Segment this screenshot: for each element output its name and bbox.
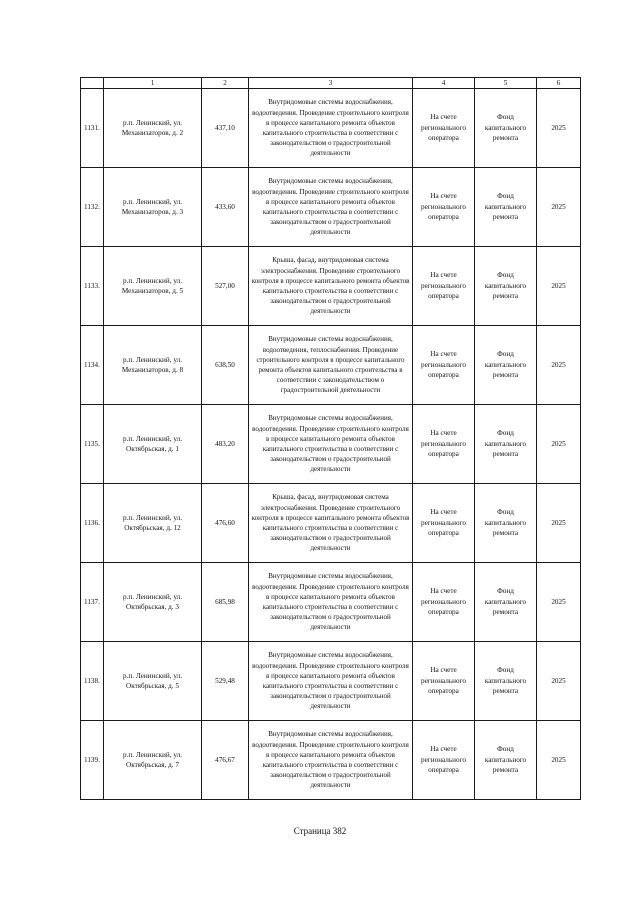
- table-row: [81, 326, 581, 405]
- account-method-cell: На счете регионального оператора: [413, 405, 475, 484]
- account-method-cell: На счете регионального оператора: [413, 484, 475, 563]
- header-cell: 6: [537, 78, 581, 89]
- area-cell: 476,60: [202, 484, 249, 563]
- header-cell-blank: [81, 78, 104, 89]
- funding-source-cell: Фонд капитального ремонта: [475, 563, 537, 642]
- table-row: [81, 247, 581, 326]
- column-number-header-row: [81, 78, 581, 89]
- work-description-cell: Крыша, фасад, внутридомовая система электроснабжения. Проведение строительного контроля в процессе капитального ремонта объектов капитального строительства в соответствии с законодательством о градостроительной деятельности: [249, 247, 413, 326]
- funding-source-cell: Фонд капитального ремонта: [475, 484, 537, 563]
- year-cell: 2025: [537, 168, 581, 247]
- account-method-cell: На счете регионального оператора: [413, 563, 475, 642]
- work-description-cell: Крыша, фасад, внутридомовая система электроснабжения. Проведение строительного контроля в процессе капитального ремонта объектов капитального строительства в соответствии с законодательством о градостроительной деятельности: [249, 484, 413, 563]
- table-row: [81, 89, 581, 168]
- page-number-footer: Страница 382: [293, 826, 347, 836]
- year-cell: 2025: [537, 405, 581, 484]
- year-cell: 2025: [537, 721, 581, 800]
- table-row: [81, 484, 581, 563]
- header-cell: 4: [413, 78, 475, 89]
- row-number-cell: 1138.: [81, 642, 104, 721]
- year-cell: 2025: [537, 89, 581, 168]
- table-row: [81, 721, 581, 800]
- account-method-cell: На счете регионального оператора: [413, 642, 475, 721]
- row-number-cell: 1133.: [81, 247, 104, 326]
- funding-source-cell: Фонд капитального ремонта: [475, 326, 537, 405]
- address-cell: р.п. Ленинский, ул. Октябрьская, д. 5: [104, 642, 202, 721]
- header-cell: 1: [104, 78, 202, 89]
- year-cell: 2025: [537, 642, 581, 721]
- row-number-cell: 1137.: [81, 563, 104, 642]
- table-row: [81, 563, 581, 642]
- table-row: [81, 405, 581, 484]
- funding-source-cell: Фонд капитального ремонта: [475, 405, 537, 484]
- address-cell: р.п. Ленинский, ул. Механизаторов, д. 3: [104, 168, 202, 247]
- account-method-cell: На счете регионального оператора: [413, 89, 475, 168]
- year-cell: 2025: [537, 247, 581, 326]
- work-description-cell: Внутридомовые системы водоснабжения, водоотведения. Проведение строительного контроля в процессе капитального ремонта объектов капитального строительства в соответствии с законодательством о градостроительной деятельности: [249, 563, 413, 642]
- area-cell: 437,10: [202, 89, 249, 168]
- funding-source-cell: Фонд капитального ремонта: [475, 89, 537, 168]
- row-number-cell: 1139.: [81, 721, 104, 800]
- address-cell: р.п. Ленинский, ул. Октябрьская, д. 1: [104, 405, 202, 484]
- address-cell: р.п. Ленинский, ул. Механизаторов, д. 2: [104, 89, 202, 168]
- row-number-cell: 1132.: [81, 168, 104, 247]
- header-cell: 2: [202, 78, 249, 89]
- address-cell: р.п. Ленинский, ул. Механизаторов, д. 8: [104, 326, 202, 405]
- year-cell: 2025: [537, 326, 581, 405]
- row-number-cell: 1136.: [81, 484, 104, 563]
- year-cell: 2025: [537, 563, 581, 642]
- year-cell: 2025: [537, 484, 581, 563]
- table-row: [81, 642, 581, 721]
- address-cell: р.п. Ленинский, ул. Октябрьская, д. 12: [104, 484, 202, 563]
- table-row: [81, 168, 581, 247]
- work-description-cell: Внутридомовые системы водоснабжения, водоотведения. Проведение строительного контроля в процессе капитального ремонта объектов капитального строительства в соответствии с законодательством о градостроительной деятельности: [249, 642, 413, 721]
- account-method-cell: На счете регионального оператора: [413, 247, 475, 326]
- funding-source-cell: Фонд капитального ремонта: [475, 168, 537, 247]
- account-method-cell: На счете регионального оператора: [413, 168, 475, 247]
- funding-source-cell: Фонд капитального ремонта: [475, 642, 537, 721]
- area-cell: 638,50: [202, 326, 249, 405]
- funding-source-cell: Фонд капитального ремонта: [475, 247, 537, 326]
- work-description-cell: Внутридомовые системы водоснабжения, водоотведения. Проведение строительного контроля в процессе капитального ремонта объектов капитального строительства в соответствии с законодательством о градостроительной деятельности: [249, 721, 413, 800]
- work-description-cell: Внутридомовые системы водоснабжения, водоотведения, теплоснабжения. Проведение строительного контроля в процессе капитального ремонта объектов капитального строительства в соответствии с законодательством о градостроительной деятельности: [249, 326, 413, 405]
- area-cell: 476,67: [202, 721, 249, 800]
- header-cell: 5: [475, 78, 537, 89]
- row-number-cell: 1134.: [81, 326, 104, 405]
- row-number-cell: 1135.: [81, 405, 104, 484]
- header-cell: 3: [249, 78, 413, 89]
- address-cell: р.п. Ленинский, ул. Октябрьская, д. 3: [104, 563, 202, 642]
- area-cell: 685,98: [202, 563, 249, 642]
- area-cell: 527,00: [202, 247, 249, 326]
- capital-repair-table: [80, 77, 581, 800]
- area-cell: 529,48: [202, 642, 249, 721]
- address-cell: р.п. Ленинский, ул. Октябрьская, д. 7: [104, 721, 202, 800]
- funding-source-cell: Фонд капитального ремонта: [475, 721, 537, 800]
- account-method-cell: На счете регионального оператора: [413, 721, 475, 800]
- work-description-cell: Внутридомовые системы водоснабжения, водоотведения. Проведение строительного контроля в процессе капитального ремонта объектов капитального строительства в соответствии с законодательством о градостроительной деятельности: [249, 405, 413, 484]
- address-cell: р.п. Ленинский, ул. Механизаторов, д. 5: [104, 247, 202, 326]
- area-cell: 433,60: [202, 168, 249, 247]
- work-description-cell: Внутридомовые системы водоснабжения, водоотведения. Проведение строительного контроля в процессе капитального ремонта объектов капитального строительства в соответствии с законодательством о градостроительной деятельности: [249, 89, 413, 168]
- work-description-cell: Внутридомовые системы водоснабжения, водоотведения. Проведение строительного контроля в процессе капитального ремонта объектов капитального строительства в соответствии с законодательством о градостроительной деятельности: [249, 168, 413, 247]
- account-method-cell: На счете регионального оператора: [413, 326, 475, 405]
- area-cell: 483,20: [202, 405, 249, 484]
- row-number-cell: 1131.: [81, 89, 104, 168]
